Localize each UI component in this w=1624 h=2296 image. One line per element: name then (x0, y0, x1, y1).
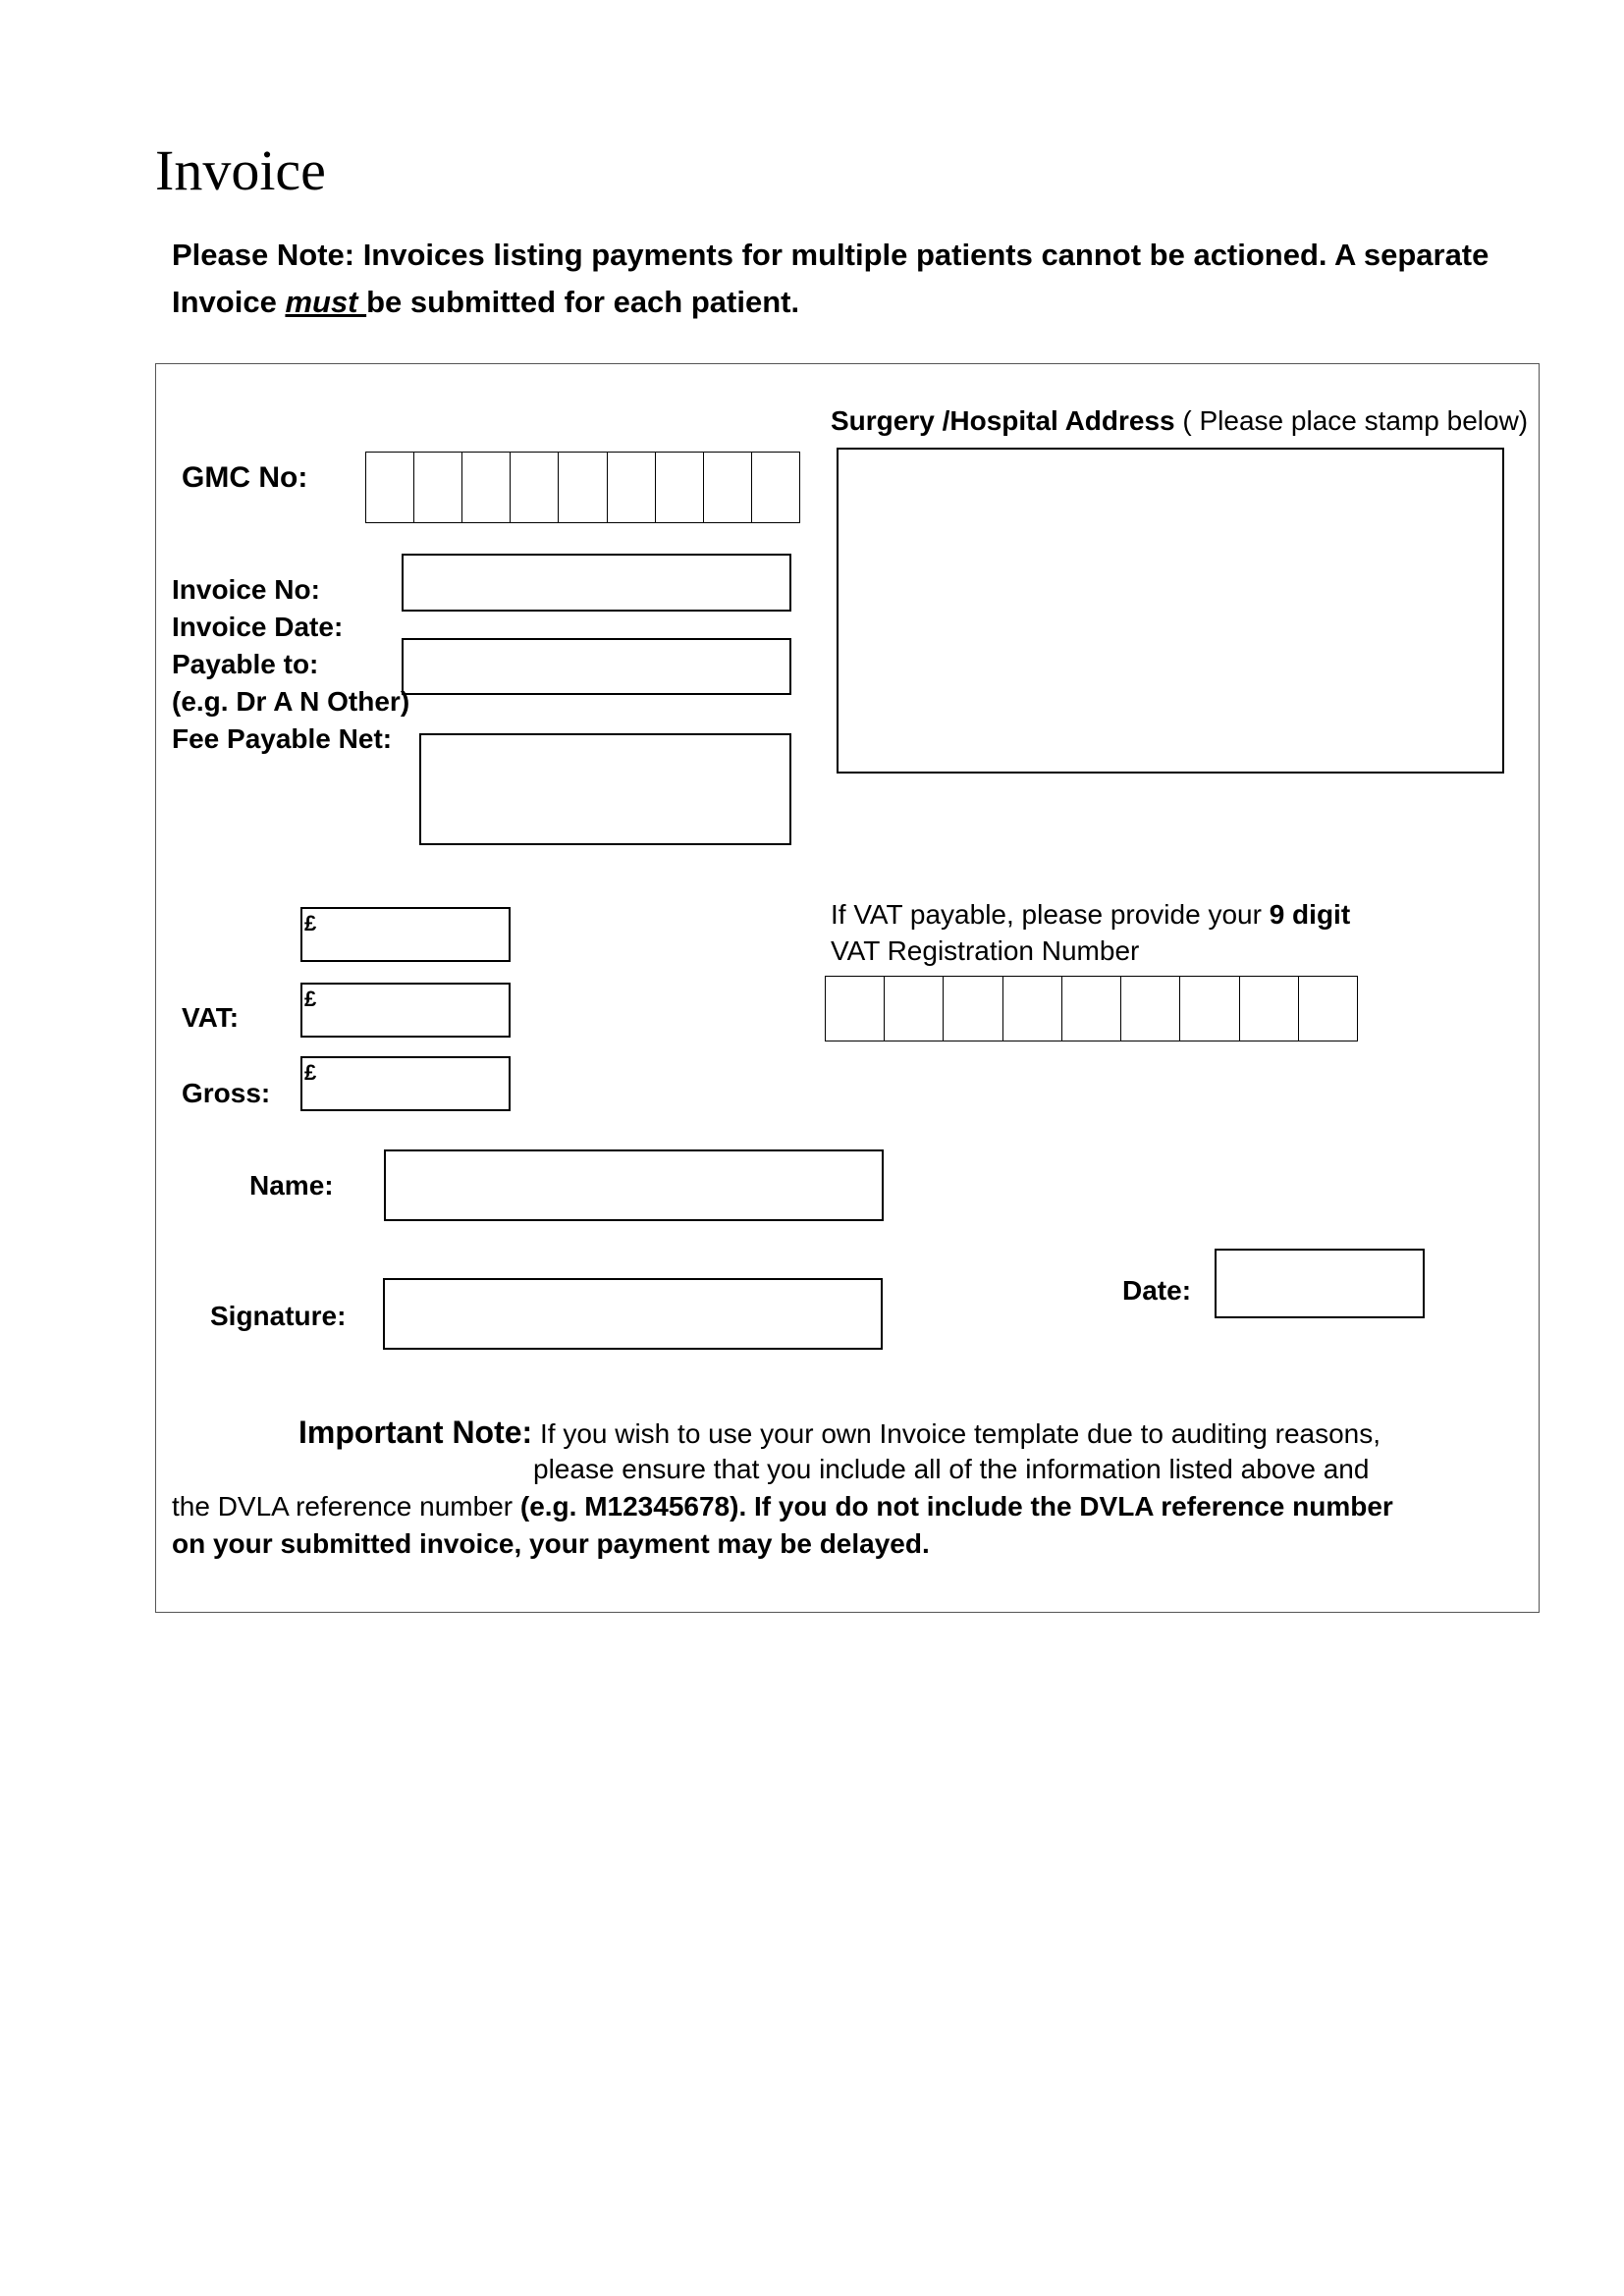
vat-digit-cell[interactable] (1240, 977, 1299, 1041)
notice-line-2 (172, 285, 799, 320)
gross-label: Gross: (182, 1078, 271, 1108)
gmc-digit-cell[interactable] (704, 453, 752, 522)
notice-line-2-start: Invoice (172, 285, 286, 319)
surgery-stamp-area[interactable] (837, 448, 1504, 774)
date-label: Date: (1122, 1275, 1192, 1306)
gmc-digit-cell[interactable] (608, 453, 656, 522)
surgery-address-label-note: ( Please place stamp below) (1174, 405, 1529, 436)
important-note-line-1 (298, 1415, 1380, 1451)
gmc-digit-cell[interactable] (656, 453, 704, 522)
name-field[interactable] (384, 1149, 884, 1221)
vat-digit-cell[interactable] (1121, 977, 1180, 1041)
invoice-date-label: Invoice Date: (172, 612, 344, 642)
important-note-text-1: If you wish to use your own Invoice template due to auditing reasons, (532, 1418, 1381, 1449)
gmc-digit-cell[interactable] (414, 453, 462, 522)
important-note-line-3 (172, 1491, 1393, 1522)
vat-prompt-bold: 9 digit (1269, 899, 1351, 930)
vat-digit-cell[interactable] (1062, 977, 1121, 1041)
gmc-digit-cell[interactable] (462, 453, 511, 522)
vat-digit-cell[interactable] (885, 977, 944, 1041)
vat-digit-cell[interactable] (1299, 977, 1357, 1041)
pound-sign: £ (304, 1060, 317, 1085)
pound-sign: £ (304, 911, 317, 935)
gmc-number-field[interactable] (365, 452, 800, 523)
signature-field[interactable] (383, 1278, 883, 1350)
important-note-label: Important Note: (298, 1415, 533, 1450)
notice-line-2-end: be submitted for each patient. (366, 285, 800, 319)
date-field[interactable] (1215, 1249, 1425, 1318)
name-label: Name: (249, 1170, 334, 1201)
important-note-text-3: the DVLA reference number (172, 1491, 520, 1522)
vat-digit-cell[interactable] (826, 977, 885, 1041)
notice-line-1: Please Note: Invoices listing payments for multiple patients cannot be actioned. A separate (172, 238, 1489, 272)
gross-amount-field[interactable] (300, 1056, 511, 1111)
net-amount-field[interactable] (300, 907, 511, 962)
vat-registration-field[interactable] (825, 976, 1358, 1041)
surgery-address-label-bold: Surgery /Hospital Address (831, 405, 1175, 436)
fee-net-label: Fee Payable Net: (172, 723, 393, 754)
vat-label: VAT: (182, 1002, 240, 1033)
notice-emphasis-must: must (285, 285, 367, 319)
signature-label: Signature: (210, 1301, 347, 1331)
payable-to-field[interactable] (402, 638, 791, 695)
fee-net-field[interactable] (419, 733, 791, 845)
gmc-label: GMC No: (182, 461, 308, 494)
surgery-address-label (831, 405, 1528, 437)
payable-to-example: (e.g. Dr A N Other) (172, 686, 410, 717)
vat-amount-field[interactable] (300, 983, 511, 1038)
vat-digit-cell[interactable] (1180, 977, 1239, 1041)
important-note-line-2: please ensure that you include all of the information listed above and (533, 1454, 1370, 1484)
vat-prompt-line-1 (831, 899, 1350, 931)
pound-sign: £ (304, 987, 317, 1011)
important-note-dvla-example: (e.g. M12345678). If you do not include the DVLA reference number (519, 1491, 1393, 1522)
invoice-no-field[interactable] (402, 554, 791, 612)
gmc-digit-cell[interactable] (559, 453, 607, 522)
vat-prompt-text: If VAT payable, please provide your (831, 899, 1270, 930)
vat-digit-cell[interactable] (1003, 977, 1062, 1041)
important-note-line-4: on your submitted invoice, your payment may be delayed. (172, 1528, 930, 1559)
gmc-digit-cell[interactable] (366, 453, 414, 522)
invoice-no-label: Invoice No: (172, 574, 320, 605)
vat-digit-cell[interactable] (944, 977, 1002, 1041)
gmc-digit-cell[interactable] (511, 453, 559, 522)
page-title: Invoice (155, 138, 326, 202)
payable-to-label: Payable to: (172, 649, 319, 679)
gmc-digit-cell[interactable] (752, 453, 799, 522)
vat-prompt-line-2: VAT Registration Number (831, 935, 1140, 966)
